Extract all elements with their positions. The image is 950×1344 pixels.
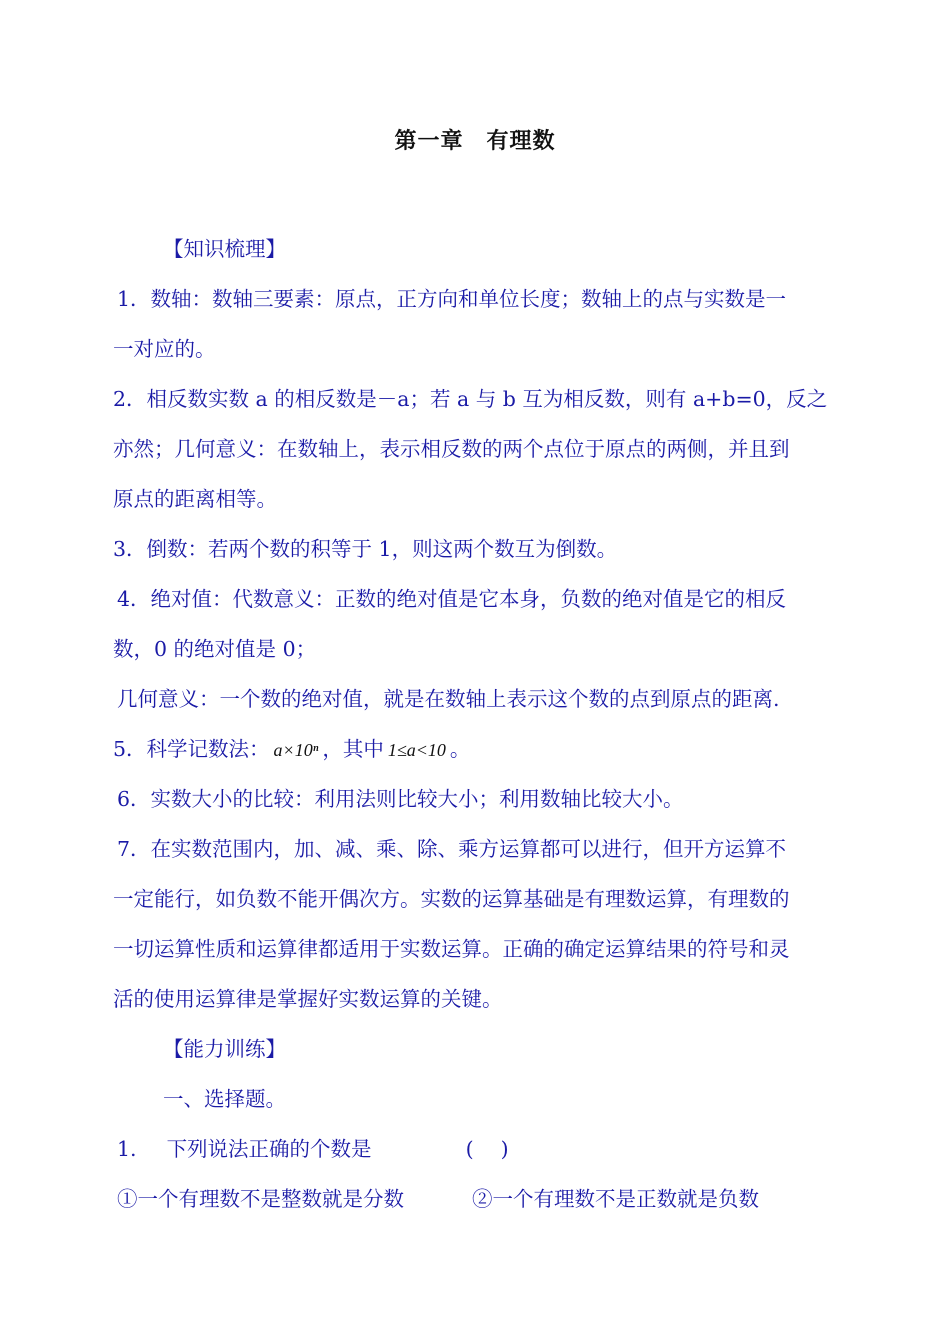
subsection-choice-questions: 一、选择题。 [163, 1087, 286, 1111]
item-5 [113, 724, 843, 774]
item-2-line-3: 原点的距离相等。 [113, 487, 277, 511]
item-7-line-1: 7．在实数范围内，加、减、乘、除、乘方运算都可以进行，但开方运算不 [117, 837, 787, 861]
item-2-line-1: 2．相反数实数 a 的相反数是－a；若 a 与 b 互为相反数，则有 a+b=0，反之 [113, 387, 828, 411]
item-7-line-3: 一切运算性质和运算律都适用于实数运算。正确的确定运算结果的符号和灵 [113, 937, 790, 961]
item-4-line-1: 4．绝对值：代数意义：正数的绝对值是它本身，负数的绝对值是它的相反 [117, 587, 787, 611]
section-heading-knowledge: 【知识梳理】 [163, 237, 286, 261]
item-5-mid: ，其中 [322, 737, 384, 761]
content-body [113, 224, 843, 1224]
item-4-line-3: 几何意义：一个数的绝对值，就是在数轴上表示这个数的点到原点的距离. [117, 687, 780, 711]
item-2-line-2: 亦然；几何意义：在数轴上，表示相反数的两个点位于原点的两侧，并且到 [113, 437, 790, 461]
question-1-number: 1. [117, 1137, 137, 1161]
item-7-line-2: 一定能行，如负数不能开偶次方。实数的运算基础是有理数运算，有理数的 [113, 887, 790, 911]
page-title: 第一章 有理数 [394, 128, 556, 154]
item-1-line-2: 一对应的。 [113, 337, 216, 361]
question-1-option-2: ②一个有理数不是正数就是负数 [472, 1187, 759, 1211]
item-4-line-2: 数，0 的绝对值是 0； [113, 637, 317, 661]
item-1-line-1: 1．数轴：数轴三要素：原点，正方向和单位长度；数轴上的点与实数是一 [117, 287, 787, 311]
item-6: 6．实数大小的比较：利用法则比较大小；利用数轴比较大小。 [117, 787, 684, 811]
question-1-option-1: ①一个有理数不是整数就是分数 [117, 1187, 404, 1211]
item-5-prefix: 5．科学记数法： [113, 737, 270, 761]
item-5-suffix: 。 [449, 737, 471, 761]
section-heading-training: 【能力训练】 [163, 1037, 286, 1061]
item-3: 3．倒数：若两个数的积等于 1，则这两个数互为倒数。 [113, 537, 618, 561]
question-1-options [113, 1174, 843, 1224]
question-1 [113, 1124, 843, 1174]
question-1-text: 下列说法正确的个数是 [166, 1137, 372, 1161]
item-7-line-4: 活的使用运算律是掌握好实数运算的关键。 [113, 987, 503, 1011]
question-1-answer-blank: ( ) [465, 1137, 509, 1161]
scientific-notation-formula: a×10ⁿ [273, 740, 319, 760]
scientific-notation-condition: 1≤a<10 [387, 740, 446, 760]
